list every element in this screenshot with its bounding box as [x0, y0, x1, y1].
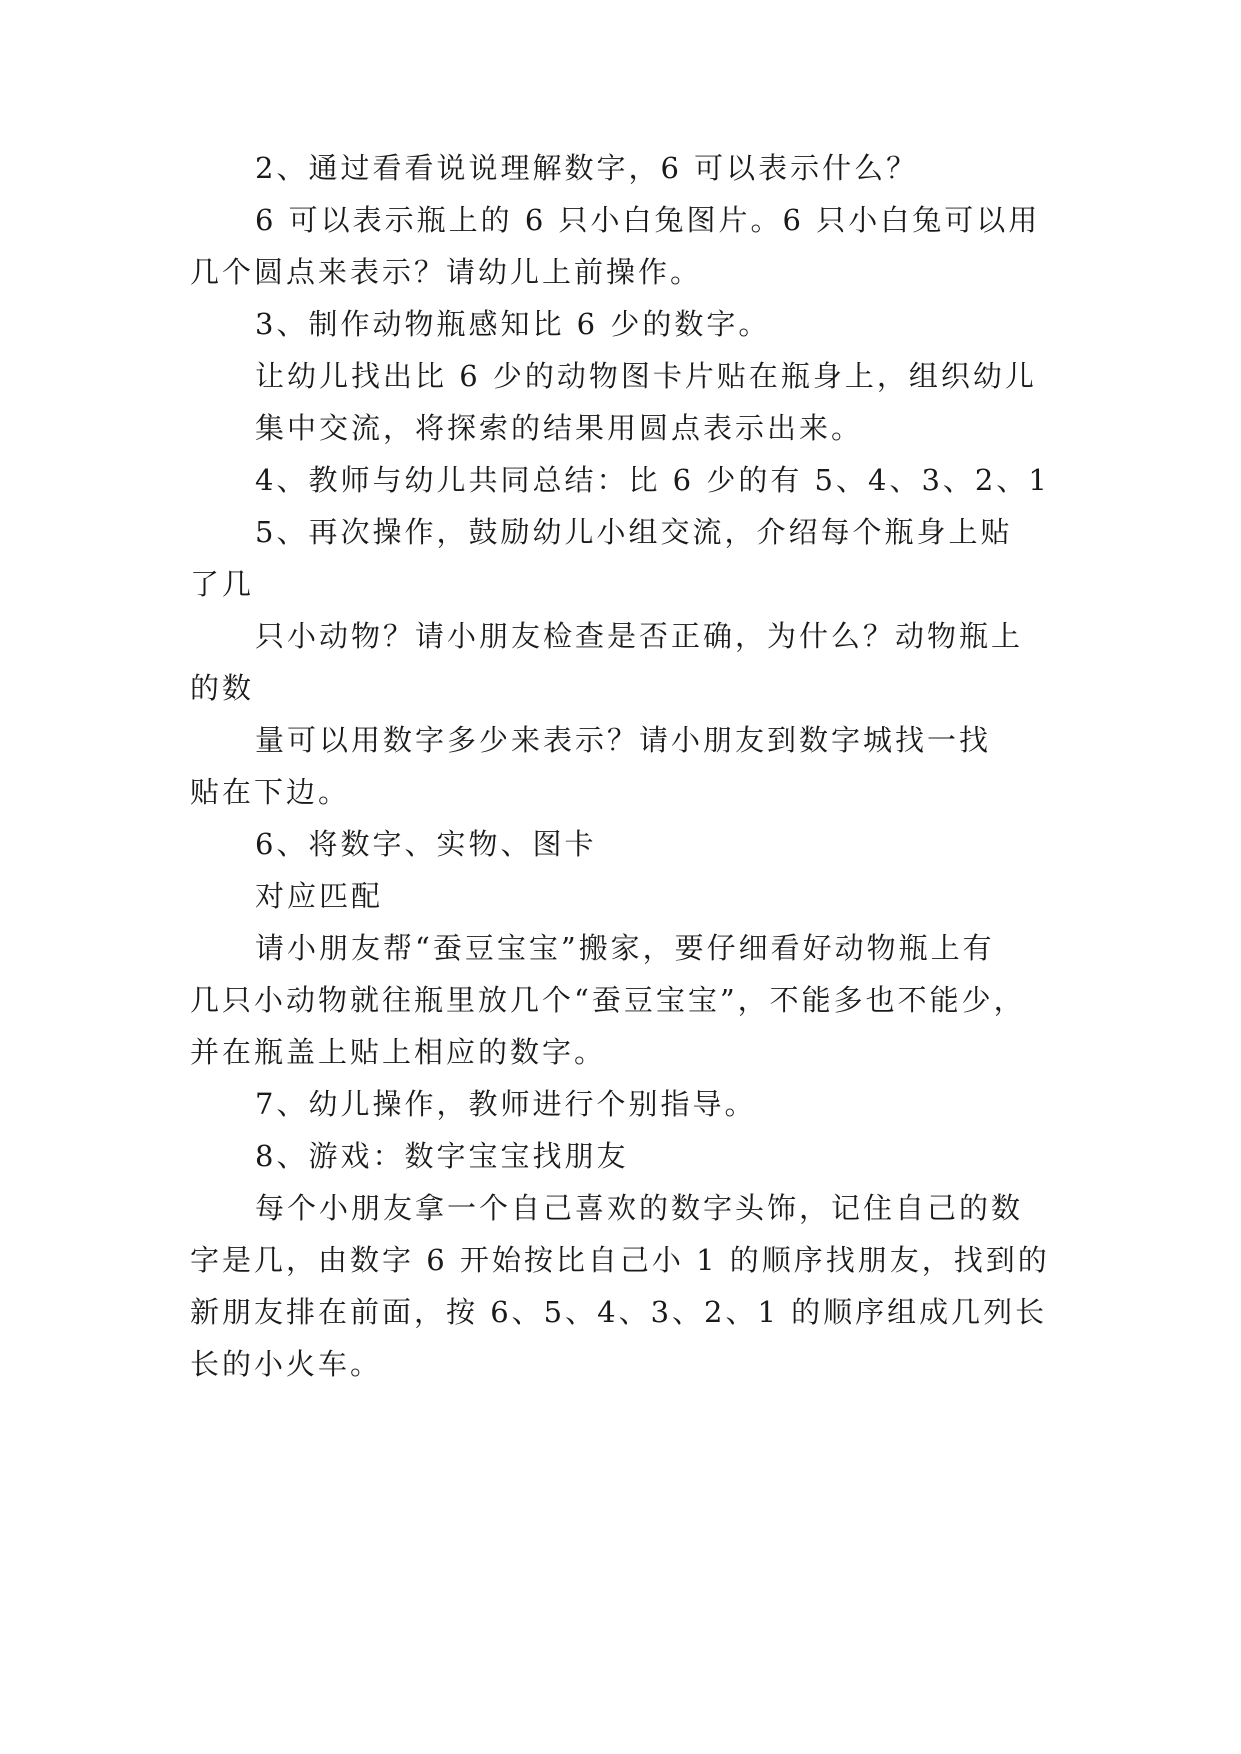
text-line: 集中交流，将探索的结果用圆点表示出来。 [255, 411, 864, 445]
text-line: 的数 [190, 671, 255, 705]
text-line: 字是几，由数字 6 开始按比自己小 1 的顺序找朋友，找到的 [190, 1243, 1050, 1277]
text-line: 6、将数字、实物、图卡 [255, 827, 597, 861]
text-line: 4、教师与幼儿共同总结：比 6 少的有 5、4、3、2、1 [255, 463, 1050, 497]
text-line: 贴在下边。 [190, 775, 351, 809]
text-line: 每个小朋友拿一个自己喜欢的数字头饰，记住自己的数 [255, 1191, 1024, 1225]
text-line: 2、通过看看说说理解数字，6 可以表示什么？ [255, 151, 919, 185]
text-line: 几个圆点来表示？请幼儿上前操作。 [190, 255, 703, 289]
text-line: 并在瓶盖上贴上相应的数字。 [190, 1035, 607, 1069]
text-line: 对应匹配 [255, 879, 384, 913]
text-line: 请小朋友帮“蚕豆宝宝”搬家，要仔细看好动物瓶上有 [255, 931, 995, 965]
text-line: 了几 [190, 567, 255, 601]
text-line: 7、幼儿操作，教师进行个别指导。 [255, 1087, 757, 1121]
text-line: 6 可以表示瓶上的 6 只小白兔图片。6 只小白兔可以用 [255, 203, 1041, 237]
text-line: 只小动物？请小朋友检查是否正确，为什么？动物瓶上 [255, 619, 1024, 653]
text-line: 8、游戏：数字宝宝找朋友 [255, 1139, 629, 1173]
text-line: 几只小动物就往瓶里放几个“蚕豆宝宝”，不能多也不能少， [190, 983, 1026, 1017]
text-line: 长的小火车。 [190, 1347, 383, 1381]
text-line: 5、再次操作，鼓励幼儿小组交流，介绍每个瓶身上贴 [255, 515, 1013, 549]
text-line: 3、制作动物瓶感知比 6 少的数字。 [255, 307, 771, 341]
text-line: 新朋友排在前面，按 6、5、4、3、2、1 的顺序组成几列长 [190, 1295, 1048, 1329]
text-line: 让幼儿找出比 6 少的动物图卡片贴在瓶身上，组织幼儿 [255, 359, 1037, 393]
text-line: 量可以用数字多少来表示？请小朋友到数字城找一找 [255, 723, 992, 757]
